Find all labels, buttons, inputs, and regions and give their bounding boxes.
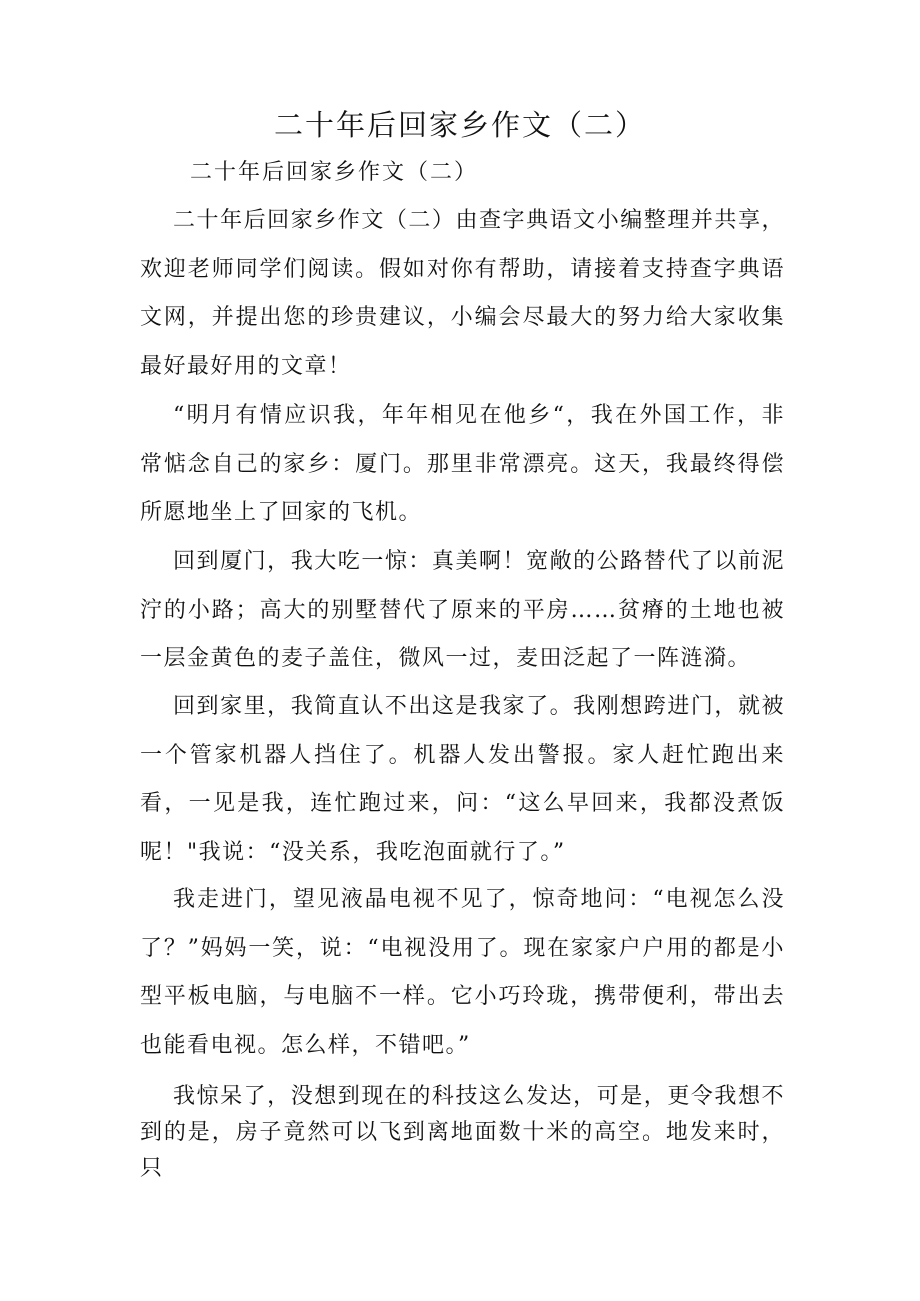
paragraph-tv: 我走进门，望见液晶电视不见了，惊奇地问：“电视怎么没了？”妈妈一笑，说：“电视没用了。现在家家户户用的都是小型平板电脑，与电脑不一样。它小巧玲珑，携带便利，带出去也能看电视。怎么样，不错吧。” [140,887,785,1058]
page-title: 二十年后回家乡作文（二） [273,108,646,142]
paragraph-intro: 二十年后回家乡作文（二）由查字典语文小编整理并共享，欢迎老师同学们阅读。假如对你有帮助，请接着支持查字典语文网，并提出您的珍贵建议，小编会尽最大的努力给大家收集最好最好用的文章！ [140,208,785,379]
paragraph-home: 回到家里，我简直认不出这是我家了。我刚想跨进门，就被一个管家机器人挡住了。机器人发出警报。家人赶忙跑出来看，一见是我，连忙跑过来，问：“这么早回来，我都没煮饭呢！"我说：“没关系，我吃泡面就行了。” [140,694,785,865]
page-subtitle: 二十年后回家乡作文（二） [190,160,479,185]
paragraph-technology: 我惊呆了，没想到现在的科技这么发达，可是，更令我想不到的是，房子竟然可以飞到离地面数十米的高空。地发来时，只 [140,1084,785,1181]
paragraph-poem-quote: “明月有情应识我，年年相见在他乡“，我在外国工作，非常惦念自己的家乡：厦门。那里非常漂亮。这天，我最终得偿所愿地坐上了回家的飞机。 [140,403,785,525]
paragraph-arrival: 回到厦门，我大吃一惊：真美啊！宽敞的公路替代了以前泥泞的小路；高大的别墅替代了原来的平房……贫瘠的土地也被一层金黄色的麦子盖住，微风一过，麦田泛起了一阵涟漪。 [140,549,785,671]
